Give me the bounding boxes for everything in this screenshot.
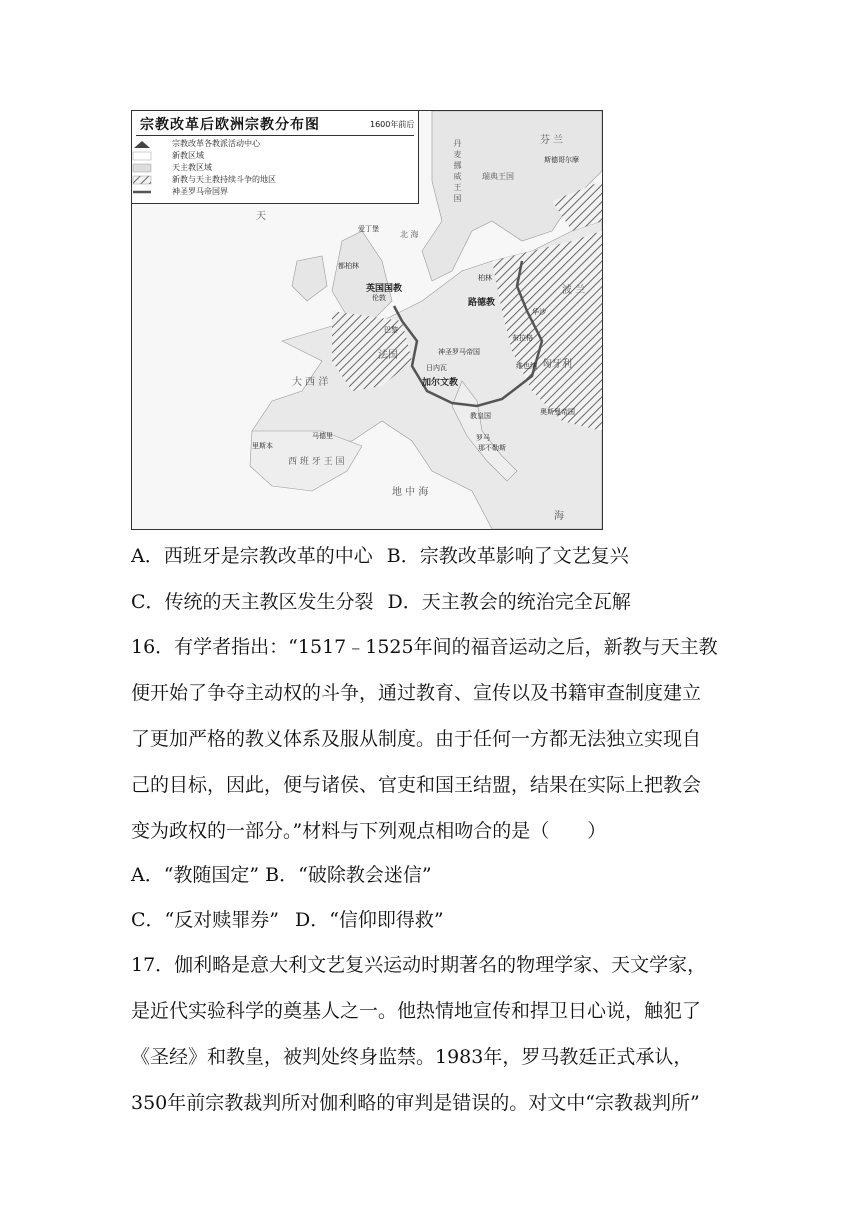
europe-religion-map	[131, 110, 603, 530]
q17-line-3: 《圣经》和教皇，被判处终身监禁。1983年，罗马教廷正式承认，	[131, 1046, 693, 1068]
q15-option-d[interactable]: D．天主教会的统治完全瓦解	[387, 591, 631, 613]
label-london: 伦敦	[372, 294, 386, 302]
q16-options-row-2	[131, 908, 444, 932]
q17-line-1: 17．伽利略是意大利文艺复兴运动时期著名的物理学家、天文学家，	[131, 954, 707, 976]
q16-option-a[interactable]: A．“教随国定”	[131, 864, 260, 886]
map-subtitle: 1600年前后	[370, 120, 415, 129]
q16-line-1: 16．有学者指出：“1517﹣1525年间的福音运动之后，新教与天主教	[131, 636, 718, 658]
label-rome: 罗马	[476, 434, 490, 442]
q16-line-5: 变为政权的一部分。”材料与下列观点相吻合的是（ ）	[131, 820, 607, 842]
q15-options-row-2	[131, 590, 631, 614]
label-calvinism: 加尔文教	[422, 378, 459, 388]
label-prague: 布拉格	[512, 334, 533, 342]
q16-option-c[interactable]: C．“反对赎罪券”	[131, 909, 279, 931]
q15-option-a[interactable]: A．西班牙是宗教改革的中心	[131, 545, 373, 567]
label-france: 法国	[378, 350, 398, 361]
label-lisbon: 里斯本	[252, 442, 273, 450]
label-sweden: 瑞典王国	[482, 172, 514, 181]
label-ottoman: 奥斯曼帝国	[540, 408, 575, 416]
label-north-sea: 北 海	[400, 230, 419, 239]
legend-item-catholic: 天主教区域	[172, 163, 212, 172]
map-title: 宗教改革后欧洲宗教分布图	[140, 117, 320, 133]
label-hai: 海	[554, 511, 564, 522]
q15-options-row-1	[131, 544, 629, 568]
label-hungary: 匈牙利	[542, 359, 572, 370]
q16-line-3: 了更加严格的教义体系及服从制度。由于任何一方都无法独立实现自	[131, 728, 702, 750]
label-edinburgh: 爱丁堡	[358, 225, 379, 233]
q17-line-2: 是近代实验科学的奠基人之一。他热情地宣传和捍卫日心说，触犯了	[131, 1000, 702, 1022]
label-madrid: 马德里	[312, 432, 333, 440]
label-geneva: 日内瓦	[426, 364, 447, 372]
label-poland: 波 兰	[562, 285, 586, 296]
label-berlin: 柏林	[478, 274, 492, 282]
q15-option-c[interactable]: C．传统的天主教区发生分裂	[131, 591, 374, 613]
label-vienna: 维也纳	[516, 362, 537, 370]
label-warsaw: 华沙	[532, 308, 546, 316]
q15-option-b[interactable]: B．宗教改革影响了文艺复兴	[386, 545, 629, 567]
conflict-hatch-swatch	[132, 175, 152, 185]
q16-line-2: 便开始了争夺主动权的斗争，通过教育、宣传以及书籍审查制度建立	[131, 682, 702, 704]
label-anglican: 英国国教	[366, 284, 403, 294]
label-finland: 芬 兰	[540, 135, 564, 146]
legend-item-conflict: 新教与天主教持续斗争的地区	[172, 175, 276, 184]
label-lutheran: 路德教	[468, 298, 496, 308]
q16-option-b[interactable]: B．“破除教会迷信”	[265, 864, 432, 886]
empire-border-line	[132, 187, 152, 197]
label-stockholm: 斯德哥尔摩	[544, 156, 579, 164]
label-holy-roman: 神圣罗马帝国	[438, 348, 480, 356]
protestant-area-swatch	[132, 151, 152, 161]
label-denmark-norway: 丹麦挪威王国	[453, 139, 462, 205]
label-spain: 西 班 牙 王 国	[288, 457, 345, 467]
church-center-icon	[132, 139, 152, 149]
label-naples: 那不勒斯	[478, 444, 506, 452]
q17-line-4: 350年前宗教裁判所对伽利略的审判是错误的。对文中“宗教裁判所”	[131, 1092, 700, 1114]
label-paris: 巴黎	[384, 326, 398, 334]
catholic-area-swatch	[132, 163, 152, 173]
legend-item-center: 宗教改革各教派活动中心	[172, 139, 260, 148]
legend-item-border: 神圣罗马帝国界	[172, 187, 228, 196]
label-dublin: 都柏林	[338, 262, 359, 270]
legend-divider	[136, 135, 414, 136]
label-tian: 天	[256, 211, 266, 222]
q16-options-row-1	[131, 863, 432, 887]
map-legend	[132, 111, 419, 204]
q16-line-4: 己的目标，因此，便与诸侯、官吏和国王结盟，结果在实际上把教会	[131, 774, 702, 796]
label-mediterranean: 地 中 海	[392, 487, 429, 498]
label-atlantic: 大 西 洋	[292, 377, 329, 388]
label-papal: 教皇国	[470, 412, 491, 420]
legend-item-protestant: 新教区域	[172, 151, 204, 160]
q16-option-d[interactable]: D．“信仰即得救”	[294, 909, 444, 931]
